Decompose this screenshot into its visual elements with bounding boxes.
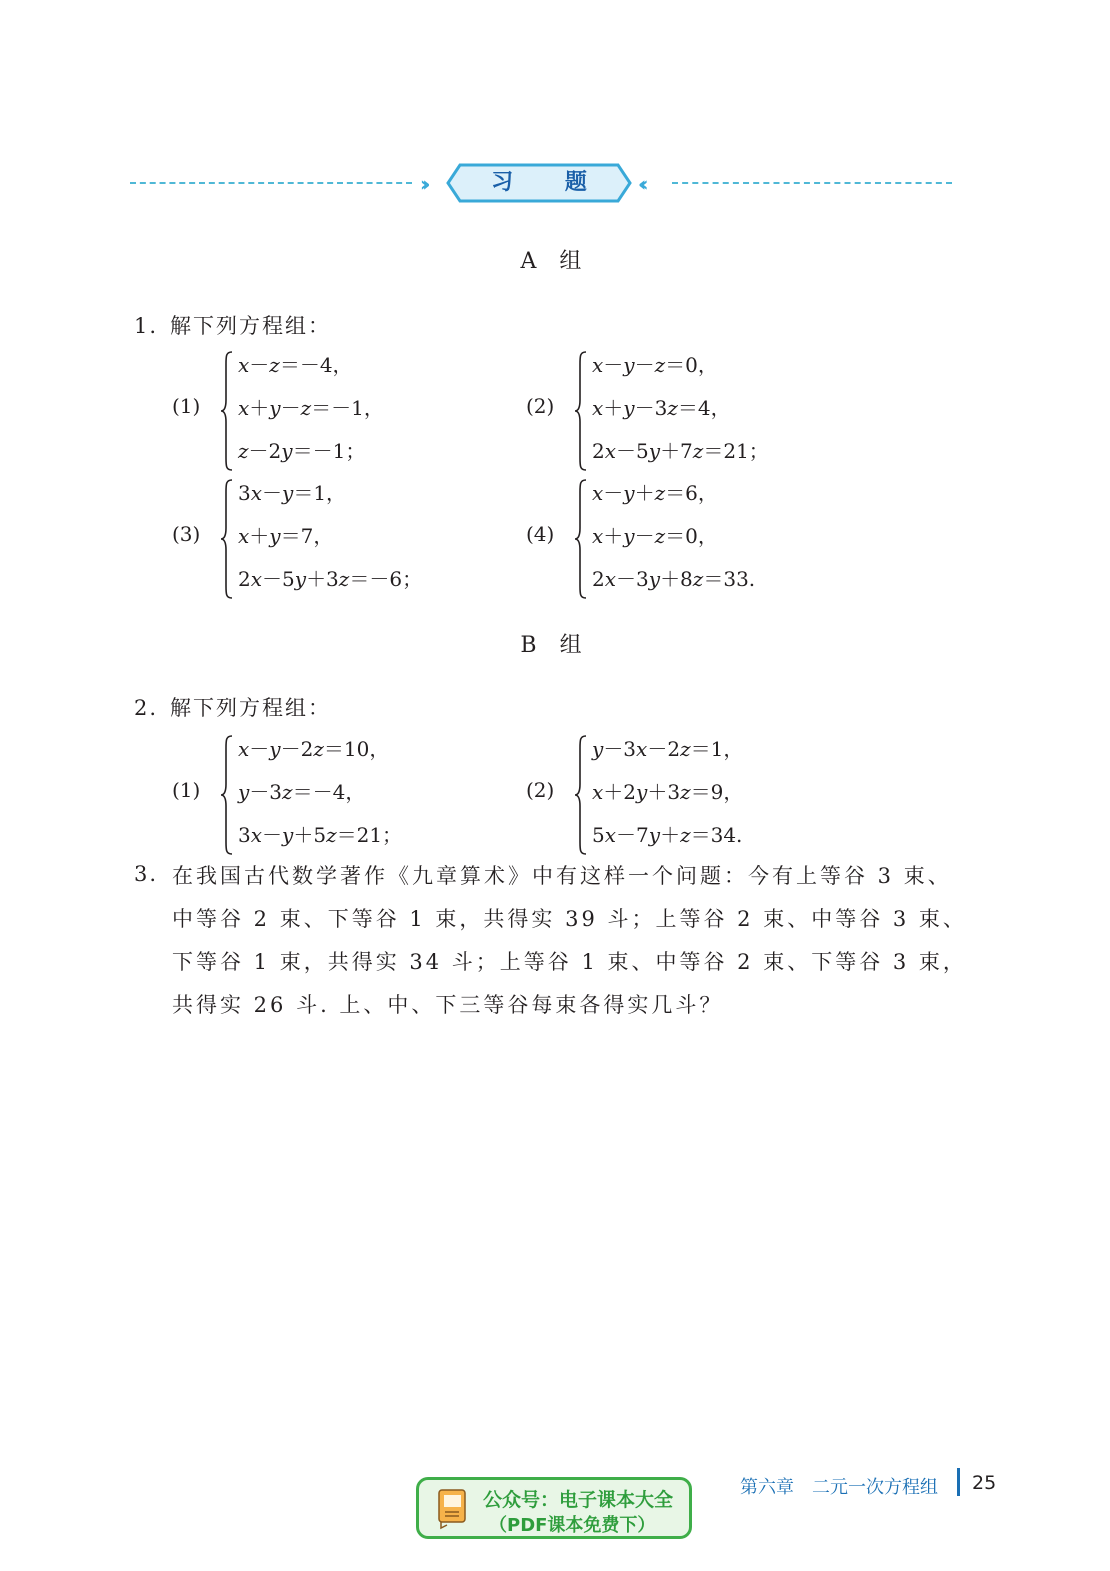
system-label: (1)	[172, 394, 201, 418]
equation: 2x－5y＋3z＝－6；	[238, 567, 423, 591]
equation: x＋y－3z＝4，	[592, 396, 731, 420]
question-number: 3.	[134, 862, 159, 886]
system-label: (4)	[526, 522, 555, 546]
equation: x－y－z＝0，	[592, 353, 718, 377]
badge-line-2: （PDF课本免费下）	[489, 1515, 656, 1536]
question-1	[134, 310, 331, 340]
equation: x－y－2z＝10，	[238, 737, 390, 761]
left-brace-icon	[574, 478, 588, 600]
question-3-number	[134, 862, 170, 886]
chevron-left-icon: ‹‹	[638, 172, 643, 196]
left-brace-icon	[220, 734, 234, 856]
badge-line-1: 公众号：电子课本大全	[483, 1489, 674, 1511]
question-text: 解下列方程组：	[170, 696, 331, 720]
page-number: 25	[972, 1472, 997, 1494]
equation: 5x－7y＋z＝34.	[592, 823, 743, 847]
wechat-badge	[416, 1477, 692, 1539]
equation: x－y＋z＝6，	[592, 481, 718, 505]
equation: x＋y－z＝－1，	[238, 396, 384, 420]
equation: z－2y＝－1；	[238, 439, 366, 463]
system-label: (3)	[172, 522, 201, 546]
equation: 3x－y＝1，	[238, 481, 347, 505]
equation: x－z＝－4，	[238, 353, 353, 377]
system-label: (1)	[172, 778, 201, 802]
question-text: 解下列方程组：	[170, 314, 331, 338]
equation: 2x－5y＋7z＝21；	[592, 439, 769, 463]
equation: x＋y－z＝0，	[592, 524, 718, 548]
banner-divider-left	[130, 182, 412, 184]
left-brace-icon	[220, 478, 234, 600]
exercise-heading: 习 题	[491, 170, 609, 195]
question-number: 2.	[134, 696, 159, 720]
system-label: (2)	[526, 778, 555, 802]
system-label: (2)	[526, 394, 555, 418]
equation: 3x－y＋5z＝21；	[238, 823, 403, 847]
equation: x＋y＝7，	[238, 524, 334, 548]
question-number: 1.	[134, 314, 159, 338]
equation: y－3z＝－4，	[238, 780, 366, 804]
question-3-text: 在我国古代数学著作《九章算术》中有这样一个问题：今有上等谷 3 束、中等谷 2 束、下等谷 1 束，共得实 39 斗；上等谷 2 束、中等谷 3 束、下等谷 1 束，共得实 34 斗；上等谷 1 束、中等谷 2 束、下等谷 3 束，共得实 26 斗. 上、中、下三等谷每束各得实几斗？	[172, 864, 967, 1017]
question-2	[134, 692, 331, 722]
footer-divider	[957, 1468, 960, 1496]
group-b-title: B 组	[520, 633, 590, 658]
banner-divider-right	[672, 182, 952, 184]
book-icon	[437, 1488, 471, 1530]
equation: x＋2y＋3z＝9，	[592, 780, 744, 804]
left-brace-icon	[574, 734, 588, 856]
chapter-title: 第六章 二元一次方程组	[740, 1477, 938, 1498]
group-a-title: A 组	[520, 249, 590, 274]
left-brace-icon	[574, 350, 588, 472]
equation: y－3x－2z＝1，	[592, 737, 744, 761]
left-brace-icon	[220, 350, 234, 472]
equation: 2x－3y＋8z＝33.	[592, 567, 756, 591]
chevron-right-icon: ››	[420, 172, 425, 196]
